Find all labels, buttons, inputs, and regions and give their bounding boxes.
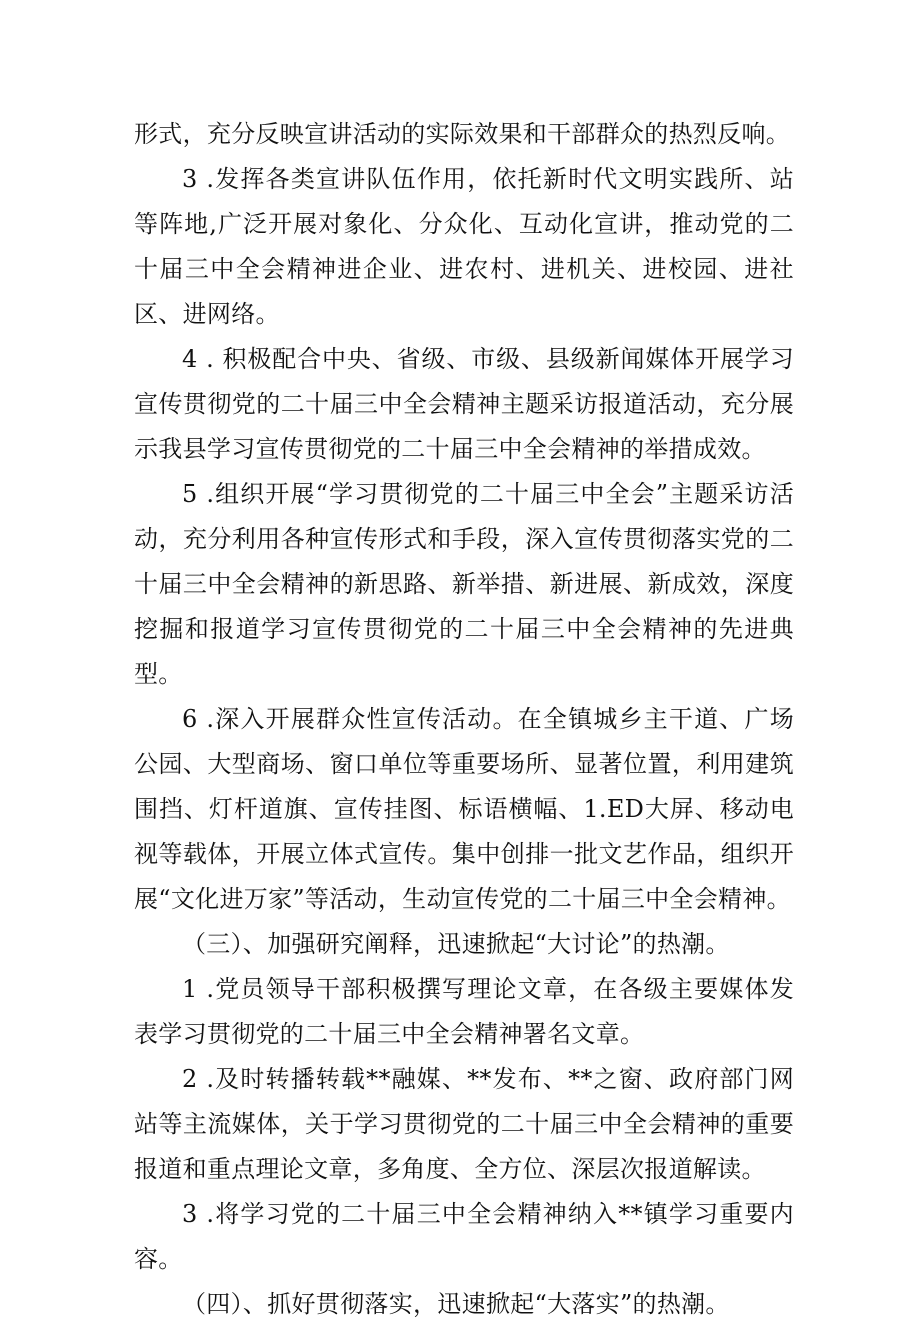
paragraph-continuation: 形式，充分反映宣讲活动的实际效果和干部群众的热烈反响。 [134,120,791,148]
section-heading-4: （四）、抓好贯彻落实，迅速掀起“大落实”的热潮。 [182,1290,730,1318]
paragraph-item-5: 5 .组织开展“学习贯彻党的二十届三中全会”主题采访活动，充分利用各种宣传形式和手段，深入宣传贯彻落实党的二十届三中全会精神的新思路、新举措、新进展、新成效，深度挖掘和报道学习宣传贯彻党的二十届三中全会精神的先进典型。 [134,480,794,688]
paragraph-item-6: 6 .深入开展群众性宣传活动。在全镇城乡主干道、广场公园、大型商场、窗口单位等重要场所、显著位置，利用建筑围挡、灯杆道旗、宣传挂图、标语横幅、1.ED大屏、移动电视等载体，开展立体式宣传。集中创排一批文艺作品，组织开展“文化进万家”等活动，生动宣传党的二十届三中全会精神。 [134,705,794,913]
document-body [134,112,794,1327]
paragraph-item-1: 1 .党员领导干部积极撰写理论文章，在各级主要媒体发表学习贯彻党的二十届三中全会精神署名文章。 [134,975,794,1048]
paragraph-item-3: 3 .发挥各类宣讲队伍作用，依托新时代文明实践所、站等阵地,广泛开展对象化、分众化、互动化宣讲，推动党的二十届三中全会精神进企业、进农村、进机关、进校园、进社区、进网络。 [134,165,794,328]
paragraph-item-4: 4 . 积极配合中央、省级、市级、县级新闻媒体开展学习宣传贯彻党的二十届三中全会精神主题采访报道活动，充分展示我县学习宣传贯彻党的二十届三中全会精神的举措成效。 [134,345,794,463]
paragraph-item-3b: 3 .将学习党的二十届三中全会精神纳入**镇学习重要内容。 [134,1200,794,1273]
paragraph-item-2: 2 .及时转播转载**融媒、**发布、**之窗、政府部门网站等主流媒体，关于学习贯彻党的二十届三中全会精神的重要报道和重点理论文章，多角度、全方位、深层次报道解读。 [134,1065,794,1183]
section-heading-3: （三）、加强研究阐释，迅速掀起“大讨论”的热潮。 [182,930,730,958]
